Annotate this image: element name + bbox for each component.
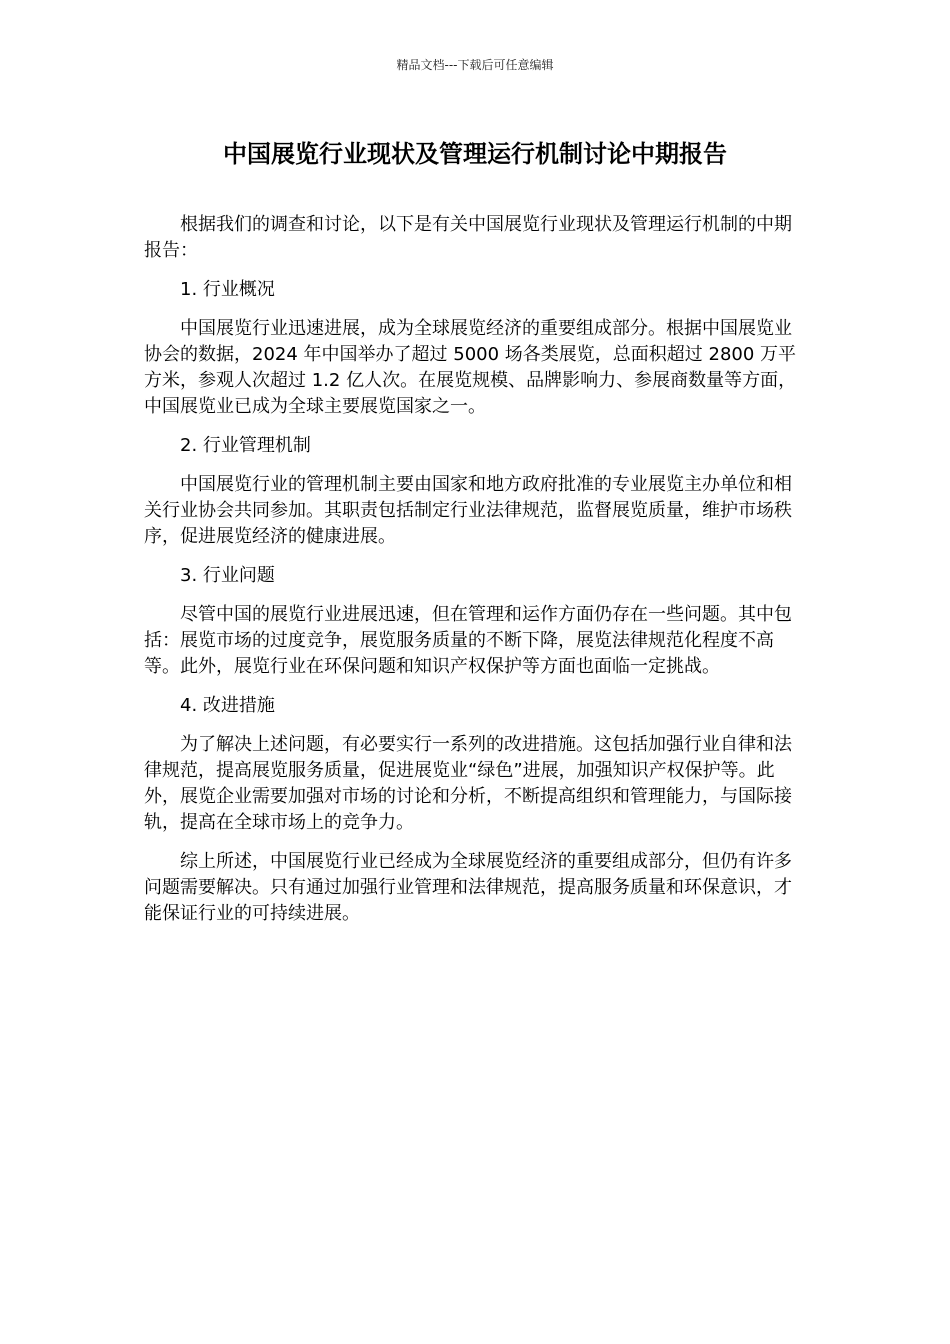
overview-paragraph: 中国展览行业迅速进展，成为全球展览经济的重要组成部分。根据中国展览业协会的数据，2024 年中国举办了超过 5000 场各类展览，总面积超过 2800 万平方米，参观人次超过 1.2 亿人次。在展览规模、品牌影响力、参展商数量等方面，中国展览业已成为全球主要展览国家之一。 (144, 318, 797, 417)
page-header: 精品文档---下载后可任意编辑 (396, 58, 554, 72)
document-title: 中国展览行业现状及管理运行机制讨论中期报告 (223, 140, 727, 168)
section-heading-problems: 3. 行业问题 (180, 565, 275, 586)
problems-paragraph: 尽管中国的展览行业进展迅速，但在管理和运作方面仍存在一些问题。其中包括：展览市场的过度竞争，展览服务质量的不断下降，展览法律规范化程度不高等。此外，展览行业在环保问题和知识产权保护等方面也面临一定挑战。 (144, 604, 792, 677)
section-heading-improvements: 4. 改进措施 (180, 695, 275, 716)
section-heading-overview: 1. 行业概况 (180, 279, 275, 300)
intro-paragraph: 根据我们的调查和讨论，以下是有关中国展览行业现状及管理运行机制的中期报告： (144, 214, 792, 261)
conclusion-paragraph: 综上所述，中国展览行业已经成为全球展览经济的重要组成部分，但仍有许多问题需要解决。只有通过加强行业管理和法律规范，提高服务质量和环保意识，才能保证行业的可持续进展。 (144, 851, 792, 924)
section-heading-management: 2. 行业管理机制 (180, 435, 311, 456)
improvements-paragraph: 为了解决上述问题，有必要实行一系列的改进措施。这包括加强行业自律和法律规范，提高展览服务质量，促进展览业“绿色”进展，加强知识产权保护等。此外，展览企业需要加强对市场的讨论和分析，不断提高组织和管理能力，与国际接轨，提高在全球市场上的竞争力。 (144, 734, 792, 833)
management-paragraph: 中国展览行业的管理机制主要由国家和地方政府批准的专业展览主办单位和相关行业协会共同参加。其职责包括制定行业法律规范，监督展览质量，维护市场秩序，促进展览经济的健康进展。 (144, 474, 792, 547)
document-body (144, 212, 808, 940)
